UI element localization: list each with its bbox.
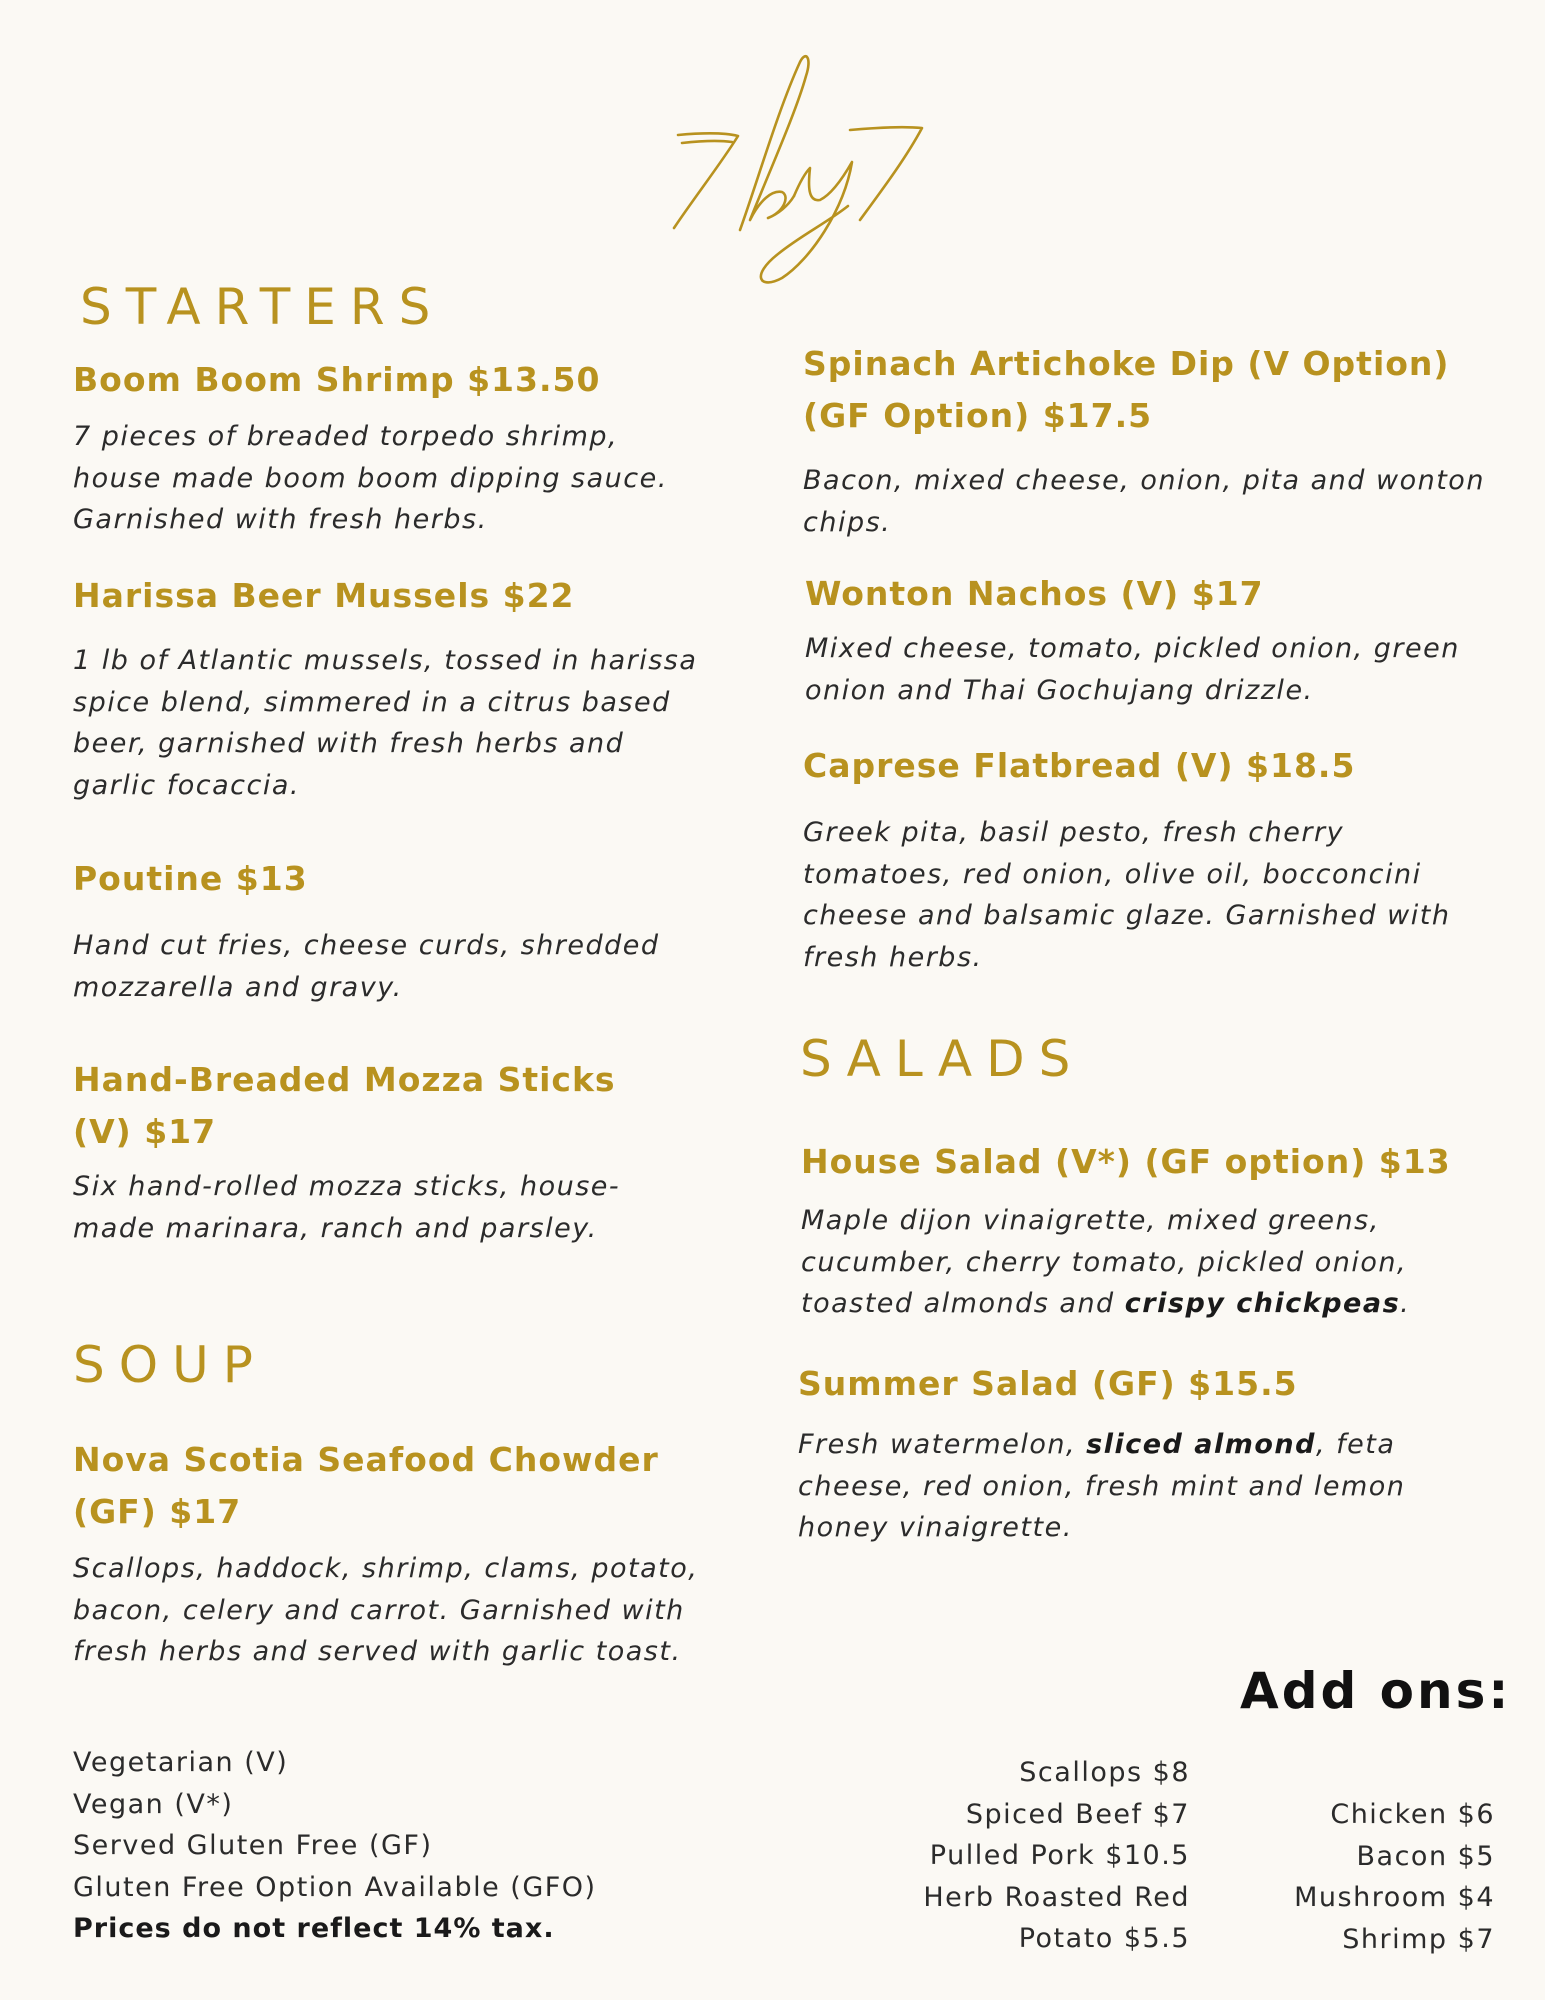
addon-item: Shrimp $7: [1342, 1923, 1495, 1955]
dish-description: Hand cut fries, cheese curds, shredded mozzarella and gravy.: [73, 930, 660, 1003]
dish-name: Nova Scotia Seafood Chowder (GF) $17: [73, 1440, 659, 1531]
addons-title: Add ons:: [1240, 1662, 1512, 1720]
legend-line: Gluten Free Option Available (GFO): [73, 1871, 597, 1903]
menu-item-boom-boom-shrimp: [73, 354, 713, 541]
dish-name: Wonton Nachos (V) $17: [805, 574, 1264, 613]
dish-description: Six hand-rolled mozza sticks, house-made marinara, ranch and parsley.: [73, 1171, 621, 1244]
starters-heading: STARTERS: [80, 278, 445, 336]
dish-description: Maple dijon vinaigrette, mixed greens, cucumber, cherry tomato, pickled onion, toasted almonds and crispy chickpeas.: [801, 1205, 1411, 1319]
dish-name: Caprese Flatbread (V) $18.5: [803, 746, 1356, 785]
highlight-text: sliced almond: [1086, 1429, 1316, 1460]
menu-item-seafood-chowder: [73, 1434, 703, 1673]
addon-item: Scallops $8: [1019, 1757, 1190, 1788]
dish-description: Mixed cheese, tomato, pickled onion, green onion and Thai Gochujang drizzle.: [805, 633, 1460, 706]
dish-name: House Salad (V*) (GF option) $13: [801, 1142, 1451, 1181]
dish-name: Harissa Beer Mussels $22: [73, 576, 575, 615]
addon-item: Herb Roasted Red: [923, 1881, 1190, 1913]
legend-line: Vegetarian (V): [73, 1747, 289, 1778]
dietary-legend: [73, 1742, 713, 1950]
tax-note: Prices do not reflect 14% tax.: [73, 1913, 555, 1944]
dish-description: Scallops, haddock, shrimp, clams, potato, bacon, celery and carrot. Garnished with fresh herbs and served with garlic toast.: [73, 1553, 699, 1667]
menu-item-summer-salad: [798, 1358, 1478, 1549]
brand-logo: [660, 40, 930, 300]
dish-name: Hand-Breaded Mozza Sticks (V) $17: [73, 1060, 616, 1151]
addon-item: Chicken $6: [1330, 1799, 1495, 1830]
menu-item-mozza-sticks: [73, 1054, 673, 1249]
addon-item: Spiced Beef $7: [965, 1798, 1190, 1830]
menu-item-harissa-beer-mussels: [73, 570, 713, 806]
dish-name: Summer Salad (GF) $15.5: [798, 1364, 1298, 1403]
dish-description: Greek pita, basil pesto, fresh cherry tomatoes, red onion, olive oil, bocconcini cheese and balsamic glaze. Garnished with fresh herbs.: [803, 817, 1451, 973]
addons-list-left: [923, 1752, 1190, 1960]
dish-name: Poutine $13: [73, 859, 308, 898]
addon-item: Pulled Pork $10.5: [929, 1840, 1190, 1871]
menu-item-wonton-nachos: [805, 568, 1485, 711]
addon-item: Mushroom $4: [1294, 1882, 1495, 1913]
legend-line: Served Gluten Free (GF): [73, 1830, 433, 1861]
dish-description: Fresh watermelon, sliced almond, feta cheese, red onion, fresh mint and lemon honey vinaigrette.: [798, 1429, 1406, 1543]
menu-item-caprese-flatbread: [803, 740, 1483, 978]
dish-description: 7 pieces of breaded torpedo shrimp, house made boom boom dipping sauce. Garnished with fresh herbs.: [73, 421, 668, 535]
dish-name: Spinach Artichoke Dip (V Option) (GF Option) $17.5: [803, 344, 1450, 435]
dish-name: Boom Boom Shrimp $13.50: [73, 360, 601, 399]
salads-heading: SALADS: [800, 1030, 1085, 1088]
addons-list-right: [1294, 1794, 1495, 1960]
dish-description: Bacon, mixed cheese, onion, pita and wonton chips.: [803, 465, 1485, 538]
dish-description: 1 lb of Atlantic mussels, tossed in harissa spice blend, simmered in a citrus based beer, garnished with fresh herbs and garlic focaccia.: [73, 645, 698, 801]
legend-line: Vegan (V*): [73, 1788, 234, 1820]
menu-item-spinach-artichoke-dip: [803, 338, 1503, 543]
signature-script-logo-icon: [660, 40, 930, 300]
menu-item-house-salad: [801, 1136, 1501, 1325]
addon-item: Potato $5.5: [1018, 1923, 1190, 1954]
menu-item-poutine: [73, 853, 713, 1008]
highlight-text: crispy chickpeas: [1124, 1288, 1401, 1319]
soup-heading: SOUP: [73, 1336, 267, 1394]
addon-item: Bacon $5: [1356, 1840, 1495, 1872]
